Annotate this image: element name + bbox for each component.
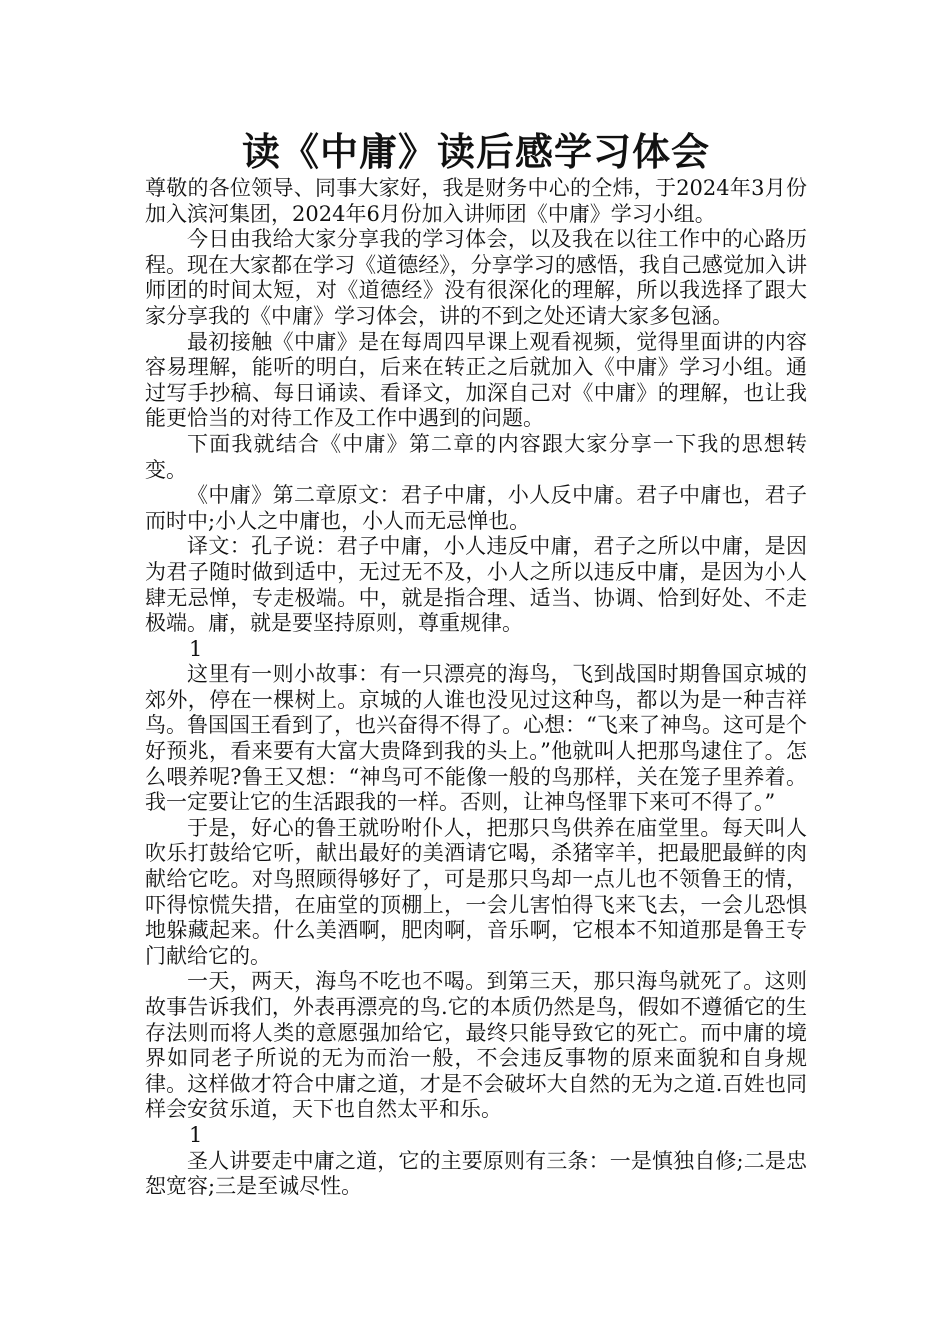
paragraph-story-start: 这里有一则小故事：有一只漂亮的海鸟，飞到战国时期鲁国京城的郊外，停在一棵树上。京城的人谁也没见过这种鸟，都以为是一种吉祥鸟。鲁国国王看到了，也兴奋得不得了。心想：“飞来了神鸟。这可是个好预兆，看来要有大富大贵降到我的头上。”他就叫人把那鸟逮住了。怎么喂养呢?鲁王又想：“神鸟可不能像一般的鸟那样，关在笼子里养着。我一定要让它的生活跟我的一样。否则，让神鸟怪罪下来可不得了。” [145,662,807,815]
paragraph-story-end: 一天，两天，海鸟不吃也不喝。到第三天，那只海鸟就死了。这则故事告诉我们，外表再漂亮的鸟.它的本质仍然是鸟，假如不遵循它的生存法则而将人类的意愿强加给它，最终只能导致它的死亡。而中庸的境界如同老子所说的无为而治一般，不会违反事物的原来面貌和自身规律。这样做才符合中庸之道，才是不会破坏大自然的无为之道.百姓也同样会安贫乐道，天下也自然太平和乐。 [145,969,807,1122]
paragraph-principles: 圣人讲要走中庸之道，它的主要原则有三条：一是慎独自修;二是忠恕宽容;三是至诚尽性。 [145,1148,807,1199]
paragraph-greeting: 尊敬的各位领导、同事大家好，我是财务中心的仝炜，于2024年3月份加入滨河集团，2024年6月份加入讲师团《中庸》学习小组。 [145,176,807,226]
document-title: 读《中庸》读后感学习体会 [241,129,710,174]
paragraph-original-text: 《中庸》第二章原文：君子中庸，小人反中庸。君子中庸也，君子而时中;小人之中庸也，小人而无忌惮也。 [145,483,807,533]
paragraph-intro: 今日由我给大家分享我的学习体会，以及我在以往工作中的心路历程。现在大家都在学习《道德经》，分享学习的感悟，我自己感觉加入讲师团的时间太短，对《道德经》没有很深化的理解，所以我选择了跟大家分享我的《中庸》学习体会，讲的不到之处还请大家多包涵。 [145,227,807,328]
page-marker: 1 [189,1122,203,1147]
paragraph-translation: 译文：孔子说：君子中庸，小人违反中庸，君子之所以中庸，是因为君子随时做到适中，无过无不及，小人之所以违反中庸，是因为小人肆无忌惮，专走极端。中，就是指合理、适当、协调、恰到好处、不走极端。庸，就是要坚持原则，尊重规律。 [145,534,807,636]
page-marker: 1 [189,636,203,661]
paragraph-story-middle: 于是，好心的鲁王就吩咐仆人，把那只鸟供养在庙堂里。每天叫人吹乐打鼓给它听，献出最好的美酒请它喝，杀猪宰羊，把最肥最鲜的肉献给它吃。对鸟照顾得够好了，可是那只鸟却一点儿也不领鲁王的情，吓得惊慌失措，在庙堂的顶棚上，一会儿害怕得飞来飞去，一会儿恐惧地躲藏起来。什么美酒啊，肥肉啊，音乐啊，它根本不知道那是鲁王专门献给它的。 [145,815,807,968]
paragraph-first-contact: 最初接触《中庸》是在每周四早课上观看视频，觉得里面讲的内容容易理解，能听的明白，后来在转正之后就加入《中庸》学习小组。通过写手抄稿、每日诵读、看译文，加深自己对《中庸》的理解，也让我能更恰当的对待工作及工作中遇到的问题。 [145,329,807,431]
document-page [145,128,807,1200]
paragraph-transition: 下面我就结合《中庸》第二章的内容跟大家分享一下我的思想转变。 [145,431,807,482]
